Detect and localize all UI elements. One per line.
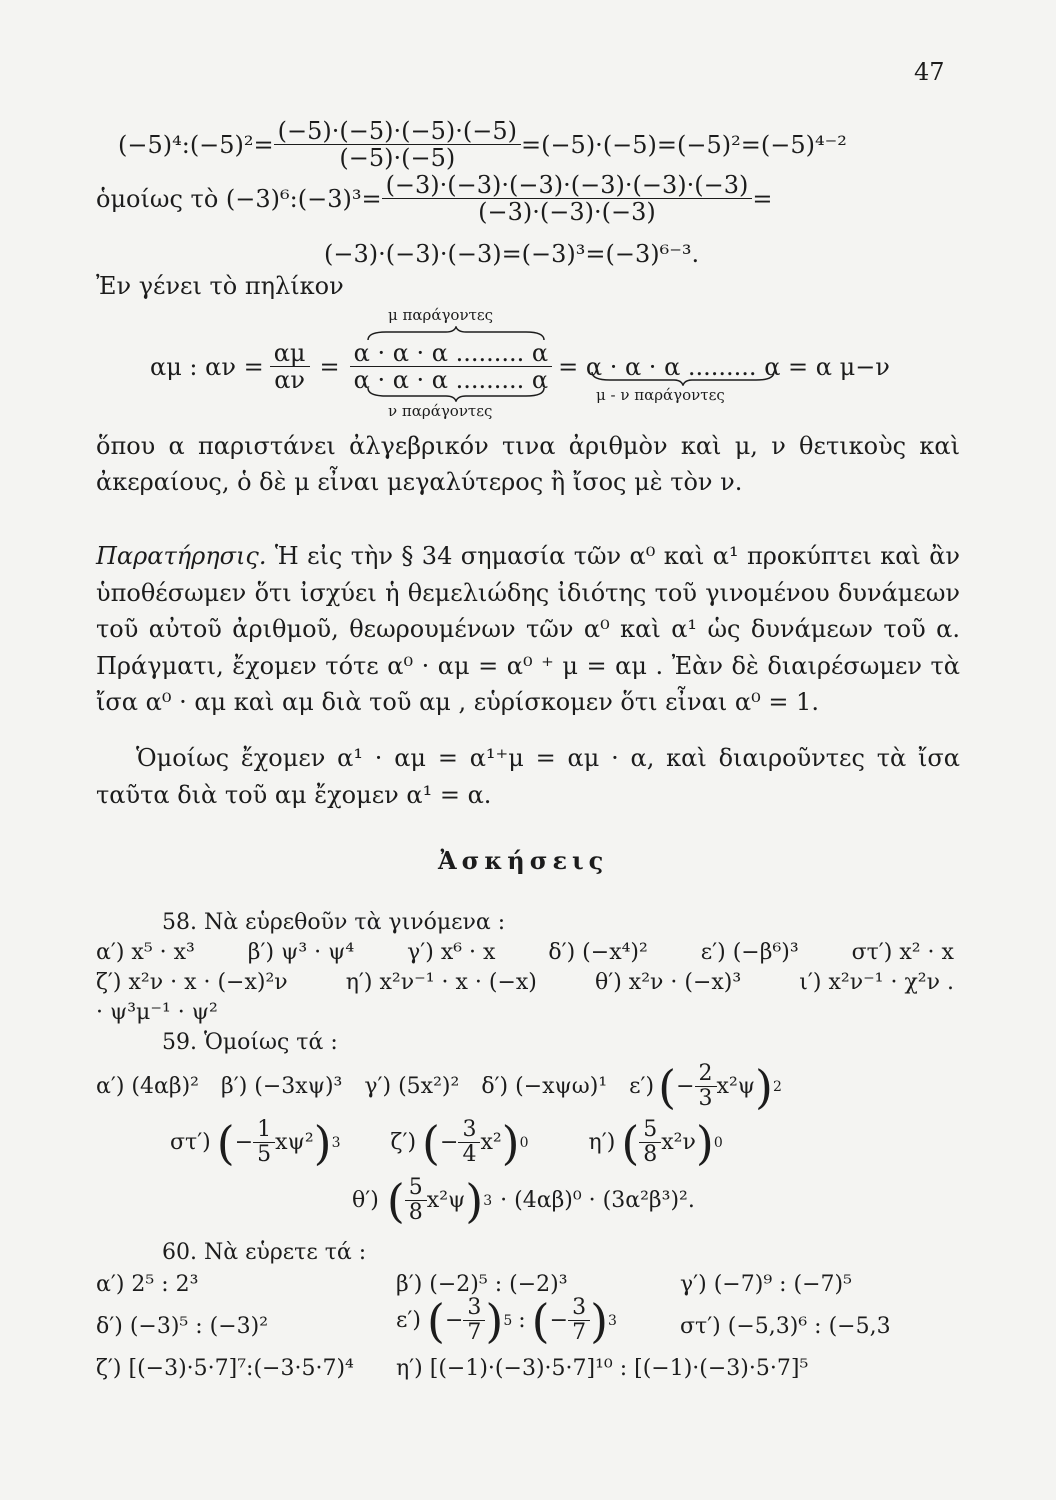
ex59-h-den: 8 — [643, 1142, 658, 1168]
eq2-fraction — [382, 172, 753, 226]
ex59-st-num: 1 — [253, 1118, 275, 1143]
equation-2 — [96, 172, 772, 226]
ex59-z-var: x² — [480, 1130, 502, 1156]
nu-brace — [366, 386, 546, 402]
ex59-z-num: 3 — [458, 1118, 480, 1143]
ex58-st: στ′) x² · x — [851, 940, 954, 965]
ex59-th-label: θ′) — [352, 1188, 379, 1214]
general-f2-den: α · α · α ......... α — [353, 366, 549, 395]
ex59-d: δ′) (−xψω)¹ — [481, 1074, 608, 1100]
ex59-h-fraction — [639, 1118, 661, 1167]
ex59-h-num: 5 — [639, 1118, 661, 1143]
ex60-e-num-2: 3 — [568, 1296, 590, 1321]
ex59-th-rest: · (4αβ)⁰ · (3α²β³)². — [500, 1188, 695, 1214]
ex60-d: δ′) (−3)⁵ : (−3)² — [96, 1314, 269, 1339]
general-fraction-1 — [270, 340, 310, 394]
ex59-st-den: 5 — [257, 1142, 272, 1168]
ex58-a: α′) x⁵ · x³ — [96, 940, 195, 965]
ex58-h: η′) x²ν⁻¹ · x · (−x) — [345, 970, 537, 995]
remark-title: Παρατήρησις. — [96, 542, 267, 570]
ex60-e-den-1: 7 — [467, 1320, 482, 1346]
ex60-z: ζ′) [(−3)·5·7]⁷:(−3·5·7)⁴ — [96, 1356, 354, 1381]
ex59-b: β′) (−3xψ)³ — [221, 1074, 343, 1100]
mu-factors-label: μ παράγοντες — [388, 306, 494, 324]
ex60-e: ε′) ( − $\frac{3}{7}$ ) 5 : ( − $\frac{3}{7}$ ) 3 — [396, 1293, 617, 1348]
ex59-row-2: στ′) ( − $\frac{1}{5}$ xψ² ) 3 ζ′) ( − $\frac{3}{4}$ x² ) 0 η′) ( $\frac{5}{8}$ x²ν ) 0 — [170, 1115, 723, 1170]
ex58-b: β′) ψ³ · ψ⁴ — [247, 940, 355, 965]
general-f1-den: αν — [274, 366, 305, 395]
ex59-e-fraction — [695, 1062, 717, 1111]
ex58-e: ε′) (−β⁶)³ — [700, 940, 799, 965]
ex59-e-num: 2 — [695, 1062, 717, 1087]
ex59-e-var: x²ψ — [716, 1074, 756, 1100]
ex58-title: 58. Νὰ εὑρεθοῦν τὰ γινόμενα : — [162, 910, 506, 935]
ex60-h: η′) [(−1)·(−3)·5·7]¹⁰ : [(−1)·(−3)·5·7]⁵ — [396, 1356, 809, 1381]
ex60-e-fraction-1 — [463, 1296, 485, 1345]
ex59-st-var: xψ² — [275, 1130, 314, 1156]
ex59-th-den: 8 — [408, 1200, 423, 1226]
ex60-b: β′) (−2)⁵ : (−2)³ — [396, 1272, 568, 1297]
general-intro: Ἐν γένει τὸ πηλίκον — [96, 272, 344, 300]
eq1-rhs: =(−5)·(−5)=(−5)²=(−5)⁴⁻² — [520, 130, 847, 159]
ex59-h-label: η′) — [588, 1130, 616, 1156]
ex58-c: γ′) x⁶ · x — [407, 940, 496, 965]
ex59-e-label: ε′) — [629, 1074, 655, 1100]
ex59-title: 59. Ὁμοίως τά : — [162, 1030, 338, 1055]
ex59-c: γ′) (5x²)² — [364, 1074, 460, 1100]
eq1-fraction — [274, 118, 521, 172]
eq2-denominator: (−3)·(−3)·(−3) — [478, 198, 656, 227]
remark-text: Ἡ εἰς τὴν § 34 σημασία τῶν α⁰ καὶ α¹ προκύπτει καὶ ἂν ὑποθέσωμεν ὅτι ἰσχύει ἡ θεμελιώδης ἰδιότης τοῦ γινομένου δυνάμεων τοῦ αὐτοῦ ἀριθμοῦ, θεωρουμένων τῶν α⁰ καὶ α¹ ὡς δυνάμεων τοῦ α. Πράγματι, ἔχομεν τότε α⁰ · αμ = α⁰ ⁺ μ = αμ . Ἐὰν δὲ διαιρέσωμεν τὰ ἴσα α⁰ · αμ καὶ αμ διὰ τοῦ αμ , εὑρίσκομεν ὅτι εἶναι α⁰ = 1. — [96, 542, 960, 716]
ex59-z-fraction — [458, 1118, 480, 1167]
general-eq: = — [319, 352, 340, 381]
eq2-lhs: ὁμοίως τὸ (−3)⁶:(−3)³= — [96, 184, 382, 213]
nu-factors-label: ν παράγοντες — [388, 402, 493, 420]
ex59-st-label: στ′) — [170, 1130, 211, 1156]
page-number: 47 — [914, 58, 945, 86]
ex59-th-var: x²ψ — [426, 1188, 466, 1214]
ex58-i: ι′) x²ν⁻¹ · χ²ν . — [799, 970, 954, 995]
ex59-st-fraction — [253, 1118, 275, 1167]
ex59-z-label: ζ′) — [390, 1130, 417, 1156]
eq2-numerator: (−3)·(−3)·(−3)·(−3)·(−3)·(−3) — [382, 172, 753, 199]
diff-factors-label: μ - ν παράγοντες — [596, 386, 725, 404]
equation-1 — [118, 118, 847, 172]
general-f1-num: αμ — [270, 340, 310, 367]
general-f2-num: α · α · α ......... α — [350, 340, 553, 367]
ex58-row-3: · ψ³μ⁻¹ · ψ² — [96, 1000, 218, 1025]
ex59-z-den: 4 — [462, 1142, 477, 1168]
ex60-st: στ′) (−5,3)⁶ : (−5,3 — [680, 1314, 891, 1339]
general-rhs: = α · α · α ......... α = α μ−ν — [558, 352, 890, 381]
ex59-row-1: α′) (4αβ)² β′) (−3xψ)³ γ′) (5x²)² δ′) (−xψω)¹ ε′) ( − $\frac{2}{3}$ x²ψ ) 2 — [96, 1059, 782, 1114]
ex60-e-label: ε′) — [396, 1308, 421, 1334]
eq1-numerator: (−5)·(−5)·(−5)·(−5) — [274, 118, 521, 145]
eq1-denominator: (−5)·(−5) — [339, 144, 456, 173]
ex60-e-fraction-2 — [568, 1296, 590, 1345]
eq2-line2: (−3)·(−3)·(−3)=(−3)³=(−3)⁶⁻³. — [324, 240, 700, 268]
ex58-z: ζ′) x²ν · x · (−x)²ν — [96, 970, 288, 995]
ex59-row-3: θ′) ( $\frac{5}{8}$ x²ψ ) 3 · (4αβ)⁰ · (3α²β³)². — [352, 1173, 695, 1228]
remark-text-2: Ὁμοίως ἔχομεν α¹ · αμ = α¹⁺μ = αμ · α, καὶ διαιροῦντες τὰ ἴσα ταῦτα διὰ τοῦ αμ ἔχομεν α¹ = α. — [96, 744, 960, 809]
ex59-e-den: 3 — [698, 1086, 713, 1112]
paragraph-where: ὅπου α παριστάνει ἀλγεβρικόν τινα ἀριθμὸν καὶ μ, ν θετικοὺς καὶ ἀκεραίους, ὁ δὲ μ εἶναι μεγαλύτερος ἢ ἴσος μὲ τὸν ν. — [96, 432, 960, 496]
ex58-row-2 — [96, 970, 954, 995]
ex60-e-den-2: 7 — [572, 1320, 587, 1346]
ex58-row-1 — [96, 940, 954, 965]
remark-block — [96, 538, 960, 721]
ex60-e-num-1: 3 — [463, 1296, 485, 1321]
ex58-d: δ′) (−x⁴)² — [548, 940, 648, 965]
exercises-heading: Ἀσκήσεις — [438, 846, 609, 875]
ex60-a: α′) 2⁵ : 2³ — [96, 1272, 199, 1297]
eq2-rhs: = — [752, 184, 773, 213]
general-lhs: αμ : αν = — [150, 352, 264, 381]
ex59-th-fraction — [405, 1176, 427, 1225]
ex59-h-var: x²ν — [661, 1130, 696, 1156]
ex60-c: γ′) (−7)⁹ : (−7)⁵ — [680, 1272, 852, 1297]
ex59-th-num: 5 — [405, 1176, 427, 1201]
eq1-lhs: (−5)⁴:(−5)²= — [118, 130, 274, 159]
ex59-a: α′) (4αβ)² — [96, 1074, 199, 1100]
ex58-th: θ′) x²ν · (−x)³ — [594, 970, 742, 995]
ex60-title: 60. Νὰ εὑρετε τά : — [162, 1240, 367, 1265]
diff-brace — [590, 370, 776, 386]
